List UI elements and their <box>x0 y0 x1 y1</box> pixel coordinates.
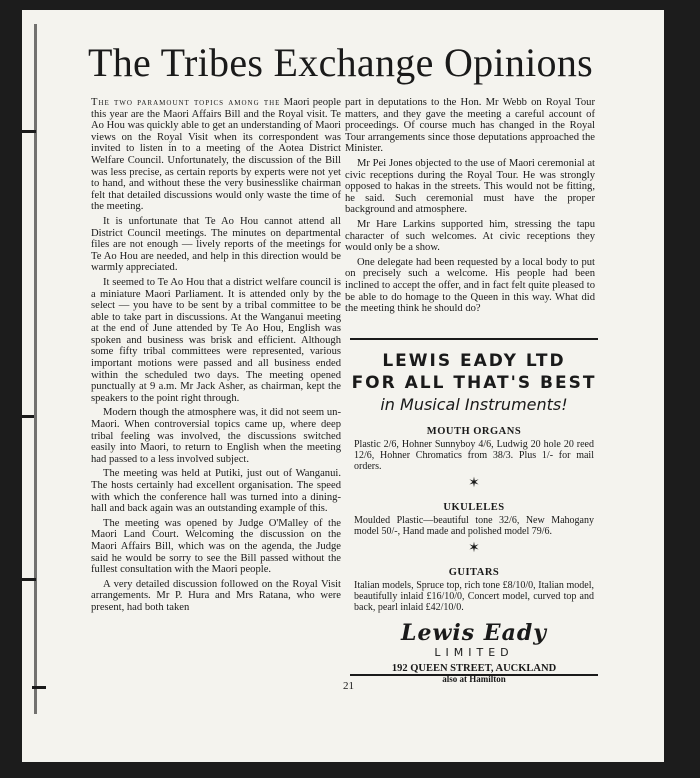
binding-line <box>34 24 37 714</box>
binding-mark <box>22 578 36 581</box>
ad-section-text: Italian models, Spruce top, rich tone £8/10/0, Italian model, beautifully inlaid £16/10/0, Concert model, curved top and back, pearl inlaid £42/10/0. <box>354 580 594 613</box>
paragraph: Modern though the atmosphere was, it did not seem un-Maori. When controversial topics came up, where deep tribal feeling was involved, the discussions switched easily into Maori, to return to English when the meeting had passed to a less involved subject. <box>91 407 341 465</box>
paragraph: Mr Hare Larkins supported him, stressing the tapu character of such welcomes. At civic receptions they would only be a show. <box>345 218 595 254</box>
company-address: 192 QUEEN STREET, AUCKLAND <box>391 663 557 674</box>
ad-tagline: in Musical Instruments! <box>380 395 568 414</box>
paragraph: part in deputations to the Hon. Mr Webb on Royal Tour matters, and they gave the meeting a careful account of proceedings. Of course much has changed in the Royal Tour arrangements since those deputations approached the Minister. <box>345 97 595 155</box>
paragraph: One delegate had been requested by a local body to put on precisely such a welcome. His people had been inclined to accept the offer, and in fact felt quite pleased to be able to do homage to the Queen in this way. What did the meeting think he should do? <box>345 256 595 315</box>
paragraph: Mr Pei Jones objected to the use of Maori ceremonial at civic receptions during the Royal Tour. He was strongly opposed to hakas in the streets. This would not be fitting, he said. Such ceremonial must have the proper background and atmosphere. <box>345 157 595 216</box>
paragraph: It is unfortunate that Te Ao Hou cannot attend all District Council meetings. The minutes on departmental files are not enough — lively reports of the meetings for Te Ao Hou are needed, and help in this direction would be warmly appreciated. <box>91 215 341 274</box>
left-column <box>91 97 341 617</box>
ad-section-text: Plastic 2/6, Hohner Sunnyboy 4/6, Ludwig 20 hole 20 reed 12/6, Hohner Chromatics from 38/3. Plus 1/- for mail orders. <box>354 439 594 472</box>
company-branch: also at Hamilton <box>442 674 506 684</box>
binding-mark <box>32 686 46 689</box>
ad-subheadline: FOR ALL THAT'S BEST <box>351 373 597 393</box>
ad-section-title: GUITARS <box>448 567 500 578</box>
page-title: The Tribes Exchange Opinions <box>88 40 594 85</box>
page-number: 21 <box>343 680 354 692</box>
binding-mark <box>22 130 36 133</box>
advertisement <box>350 338 598 684</box>
paragraph: A very detailed discussion followed on the Royal Visit arrangements. Mr P. Hura and Mrs Ratana, who were present, had both taken <box>91 578 341 613</box>
ad-headline: LEWIS EADY LTD <box>382 351 566 371</box>
ad-section-title: MOUTH ORGANS <box>426 426 522 437</box>
binding-mark <box>22 415 34 418</box>
paragraph <box>91 97 341 213</box>
star-icon: ✶ <box>468 541 480 556</box>
paragraph-text: Maori people this year are the Maori Affairs Bill and the Royal visit. Te Ao Hou was quickly able to get an understanding of Maori views on the Royal Visit when its correspondent was invited to listen in to a meeting of the Aotea District Welfare Council. Unfortunately, the discussion of the Bill was less precise, as certain reports by experts were not yet to hand, and without these the very businesslike chairman felt that detailed discussions would only waste the time of the meeting. <box>91 97 341 213</box>
ad-section-title: UKULELES <box>443 502 505 513</box>
paragraph: The meeting was opened by Judge O'Malley of the Maori Land Court. Welcoming the discussion on the Maori Affairs Bill, which was on the agenda, the Judge said he would be sorry to see the Bill passed without the fullest consultation with the Maori people. <box>91 517 341 576</box>
star-icon: ✶ <box>468 476 480 491</box>
company-logo: Lewis Eady <box>401 620 547 646</box>
lead-in: The two paramount topics among the <box>91 97 281 108</box>
company-suffix: LIMITED <box>434 646 514 659</box>
paragraph: The meeting was held at Putiki, just out of Wanganui. The hosts certainly had excellent organisation. The speed with which the conference hall was turned into a dining-hall and back again was an outstanding example of this. <box>91 468 341 515</box>
paragraph: It seemed to Te Ao Hou that a district welfare council is a miniature Maori Parliament. It is attended only by the select — you have to be sent by a tribal committee to be able to take part in discussions. At the Wanganui meeting at the end of June attended by Te Ao Hou, English was spoken and business was brisk and efficient. Although some fifty tribal committees were represented, various important motions were passed and all business ended within the scheduled two days. The meeting opened punctually at 9 a.m. Mr Jack Asher, as chairman, kept the speakers to the point right through. <box>91 276 341 404</box>
ad-section-text: Moulded Plastic—beautiful tone 32/6, New Mahogany model 50/-, Hand made and polished model 79/6. <box>354 515 594 537</box>
right-column <box>345 97 595 318</box>
